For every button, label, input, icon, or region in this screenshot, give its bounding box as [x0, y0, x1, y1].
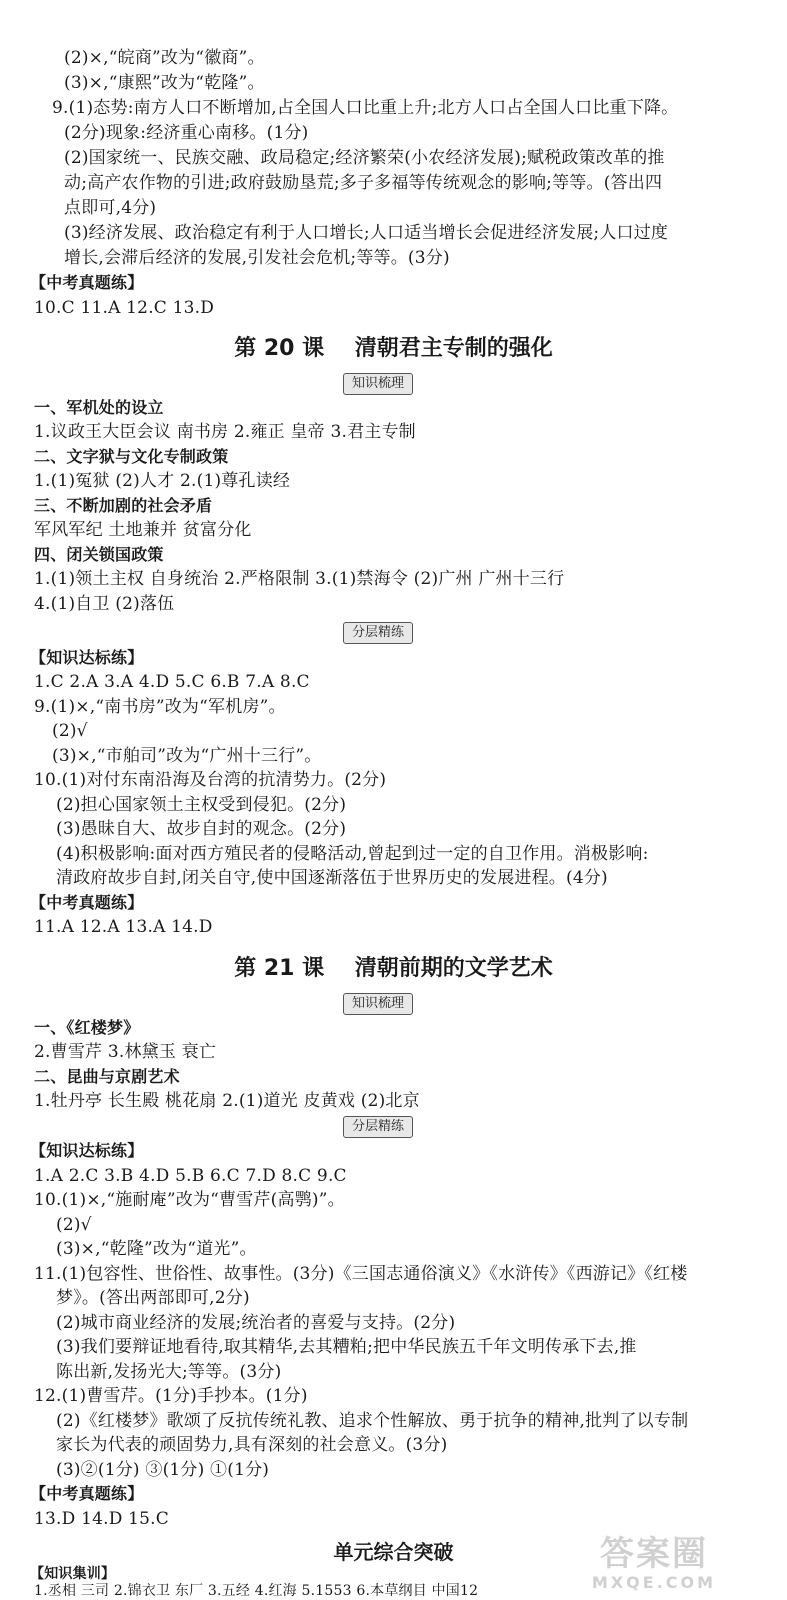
text-line: 10.(1)×,“施耐庵”改为“曹雪芹(高鹗)”。: [34, 1190, 345, 1210]
text-line: 陈出新,发扬光大;等等。(3分): [56, 1362, 282, 1382]
text-line: 梦》。(答出两部即可,2分): [56, 1288, 250, 1308]
text-line: 家长为代表的顽固势力,具有深刻的社会意义。(3分): [56, 1435, 448, 1455]
text-line: 清政府故步自封,闭关自守,使中国逐渐落伍于世界历史的发展进程。(4分): [56, 868, 608, 888]
text-line: 9.(1)态势:南方人口不断增加,占全国人口比重上升;北方人口占全国人口比重下降。: [52, 98, 679, 118]
tag-layered-practice: 分层精练: [343, 622, 413, 644]
tag-knowledge-review: 知识梳理: [343, 993, 413, 1015]
tag-layered-practice: 分层精练: [343, 1116, 413, 1138]
answer-row: 13.D 14.D 15.C: [34, 1509, 169, 1529]
text-line: 1.议政王大臣会议 南书房 2.雍正 皇帝 3.君主专制: [34, 422, 416, 442]
text-line: (2)城市商业经济的发展;统治者的喜爱与支持。(2分): [56, 1313, 456, 1333]
text-line: (3)×,“乾隆”改为“道光”。: [56, 1239, 257, 1259]
section-heading: 四、闭关锁国政策: [34, 545, 164, 564]
answer-row: 1.C 2.A 3.A 4.D 5.C 6.B 7.A 8.C: [34, 672, 310, 692]
section-heading: 【知识达标练】: [30, 648, 144, 667]
section-heading: 三、不断加剧的社会矛盾: [34, 496, 213, 515]
unit-summary-title: 单元综合突破: [333, 1540, 454, 1564]
answer-row: 11.A 12.A 13.A 14.D: [34, 917, 213, 937]
watermark-url: MXQE.COM: [591, 1573, 717, 1592]
section-heading: 二、文字狱与文化专制政策: [34, 447, 229, 466]
text-line: 4.(1)自卫 (2)落伍: [34, 594, 175, 614]
section-heading: 一、军机处的设立: [34, 398, 164, 417]
text-line: (2分)现象:经济重心南移。(1分): [64, 123, 309, 143]
text-line: 1.(1)冤狱 (2)人才 2.(1)尊孔读经: [34, 471, 291, 491]
text-line: 点即可,4分): [64, 198, 157, 218]
section-heading: 【中考真题练】: [30, 893, 144, 912]
text-line: 动;高产农作物的引进;政府鼓励垦荒;多子多福等传统观念的影响;等等。(答出四: [64, 173, 663, 193]
section-heading: 【知识达标练】: [30, 1141, 144, 1160]
text-line: 2.曹雪芹 3.林黛玉 衰亡: [34, 1042, 217, 1062]
text-line: 增长,会滞后经济的发展,引发社会危机;等等。(3分): [64, 248, 450, 268]
section-heading: 【中考真题练】: [30, 273, 144, 292]
text-line: (4)积极影响:面对西方殖民者的侵略活动,曾起到过一定的自卫作用。消极影响:: [56, 844, 649, 864]
watermark-text: 答案圈: [600, 1534, 708, 1574]
text-line: (3)×,“市舶司”改为“广州十三行”。: [52, 746, 322, 766]
section-heading: 二、昆曲与京剧艺术: [34, 1067, 180, 1086]
text-line: (2)《红楼梦》歌颂了反抗传统礼教、追求个性解放、勇于抗争的精神,批判了以专制: [56, 1411, 689, 1431]
text-line: (2)国家统一、民族交融、政局稳定;经济繁荣(小农经济发展);赋税政策改革的推: [64, 148, 665, 168]
text-line: 11.(1)包容性、世俗性、故事性。(3分)《三国志通俗演义》《水浒传》《西游记》《红楼: [34, 1264, 688, 1284]
lesson-21-title: 第 21 课 清朝前期的文学艺术: [234, 956, 553, 981]
section-heading: 一、《红楼梦》: [34, 1018, 140, 1037]
text-line: (2)√: [56, 1215, 92, 1235]
text-line: 1.(1)领土主权 自身统治 2.严格限制 3.(1)禁海令 (2)广州 广州十三行: [34, 569, 565, 589]
text-line: (3)我们要辩证地看待,取其精华,去其糟粕;把中华民族五千年文明传承下去,推: [56, 1337, 637, 1357]
text-line: 10.(1)对付东南沿海及台湾的抗清势力。(2分): [34, 770, 387, 790]
answer-row: 1.A 2.C 3.B 4.D 5.B 6.C 7.D 8.C 9.C: [34, 1166, 347, 1186]
text-line: 12.(1)曹雪芹。(1分)手抄本。(1分): [34, 1386, 308, 1406]
text-line: (2)担心国家领土主权受到侵犯。(2分): [56, 795, 347, 815]
text-line: (3)愚昧自大、故步自封的观念。(2分): [56, 819, 347, 839]
text-line: 1.牡丹亭 长生殿 桃花扇 2.(1)道光 皮黄戏 (2)北京: [34, 1091, 420, 1111]
section-heading: 【知识集训】: [30, 1566, 116, 1582]
lesson-20-title: 第 20 课 清朝君主专制的强化: [234, 336, 553, 361]
answer-row: 10.C 11.A 12.C 13.D: [34, 298, 215, 318]
tag-knowledge-review: 知识梳理: [343, 373, 413, 395]
text-line: 9.(1)×,“南书房”改为“军机房”。: [34, 697, 286, 717]
answer-row: 1.丞相 三司 2.锦衣卫 东厂 3.五经 4.红海 5.1553 6.本草纲目 中国12: [34, 1583, 479, 1599]
text-line: (2)×,“皖商”改为“徽商”。: [64, 48, 265, 68]
text-line: (3)经济发展、政治稳定有利于人口增长;人口适当增长会促进经济发展;人口过度: [64, 223, 669, 243]
section-heading: 【中考真题练】: [30, 1484, 144, 1503]
text-line: 军风军纪 土地兼并 贫富分化: [34, 520, 252, 540]
text-line: (2)√: [52, 721, 88, 741]
text-line: (3)×,“康熙”改为“乾隆”。: [64, 73, 265, 93]
text-line: (3)②(1分) ③(1分) ①(1分): [56, 1460, 270, 1480]
site-watermark-logo: [539, 1534, 769, 1594]
